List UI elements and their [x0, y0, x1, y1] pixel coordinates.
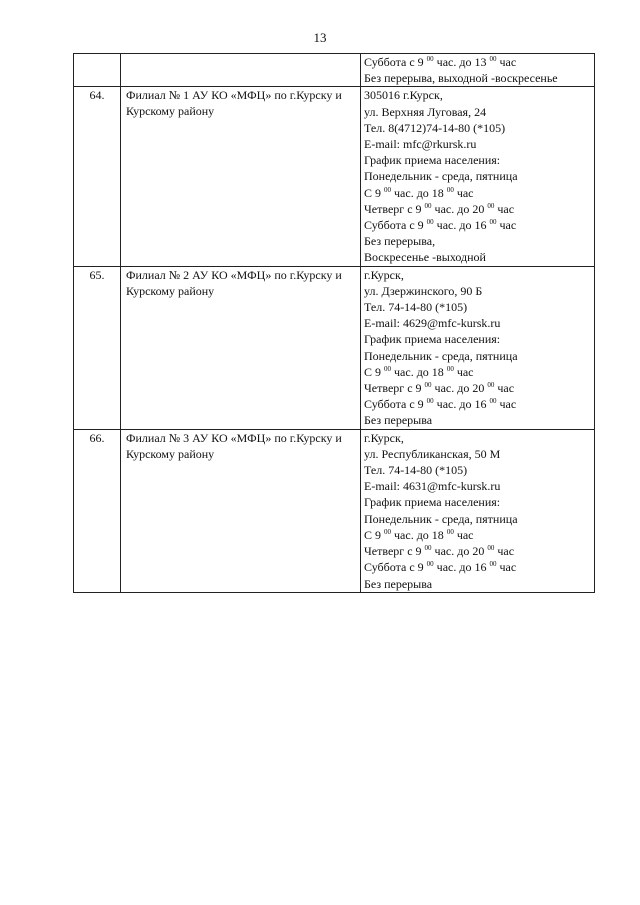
info-line: Четверг с 9 $^{00}$ час. до 20 $^{00}$ час [364, 201, 515, 216]
info-line: Без перерыва, [364, 234, 436, 249]
info-line: Понедельник - среда, пятница [364, 511, 518, 526]
table-row [74, 54, 595, 87]
page-number: 13 [313, 30, 327, 45]
info-line: Без перерыва [364, 576, 433, 591]
info-line: Суббота с 9 $^{00}$ час. до 16 $^{00}$ час [364, 560, 517, 575]
branch-name: Филиал № 3 АУ КО «МФЦ» по г.Курску и Курскому району [121, 429, 361, 592]
info-line: Тел. 74-14-80 (*105) [364, 463, 468, 478]
info-line: Четверг с 9 $^{00}$ час. до 20 $^{00}$ час [364, 381, 515, 396]
branch-contact-info [361, 266, 595, 429]
row-number [74, 54, 121, 87]
info-line: ул. Республиканская, 50 М [364, 446, 501, 461]
branch-contact-info [361, 87, 595, 266]
branch-name: Филиал № 2 АУ КО «МФЦ» по г.Курску и Курскому району [121, 266, 361, 429]
info-line: С 9 $^{00}$ час. до 18 $^{00}$ час [364, 185, 474, 200]
branch-name: Филиал № 1 АУ КО «МФЦ» по г.Курску и Курскому району [121, 87, 361, 266]
info-line: График приема населения: [364, 153, 501, 168]
info-line: Воскресенье -выходной [364, 250, 486, 265]
info-line: Без перерыва [364, 413, 433, 428]
info-line: г.Курск, [364, 430, 404, 445]
info-line: E-mail: mfc@rkursk.ru [364, 137, 477, 152]
row-number: 64. [74, 87, 121, 266]
info-line: Суббота с 9 $^{00}$ час. до 16 $^{00}$ час [364, 397, 517, 412]
branch-contact-info [361, 429, 595, 592]
info-line: С 9 $^{00}$ час. до 18 $^{00}$ час [364, 527, 474, 542]
info-line: Четверг с 9 $^{00}$ час. до 20 $^{00}$ час [364, 544, 515, 559]
info-line: ул. Дзержинского, 90 Б [364, 283, 483, 298]
info-line: г.Курск, [364, 267, 404, 282]
row-number: 65. [74, 266, 121, 429]
info-line: Суббота с 9 $^{00}$ час. до 13 $^{00}$ час [364, 55, 517, 69]
branches-table [73, 53, 595, 593]
info-line: E-mail: 4629@mfc-kursk.ru [364, 316, 501, 331]
row-number: 66. [74, 429, 121, 592]
info-line: 305016 г.Курск, [364, 88, 443, 103]
table-row [74, 87, 595, 266]
info-line: График приема населения: [364, 495, 501, 510]
table-body [74, 54, 595, 593]
table-row [74, 429, 595, 592]
info-line: Без перерыва, выходной -воскресенье [364, 71, 558, 86]
branch-name [121, 54, 361, 87]
info-line: Понедельник - среда, пятница [364, 169, 518, 184]
table-row [74, 266, 595, 429]
info-line: Тел. 74-14-80 (*105) [364, 300, 468, 315]
info-line: ул. Верхняя Луговая, 24 [364, 104, 487, 119]
info-line: Тел. 8(4712)74-14-80 (*105) [364, 120, 506, 135]
info-line: График приема населения: [364, 332, 501, 347]
info-line: Суббота с 9 $^{00}$ час. до 16 $^{00}$ час [364, 218, 517, 233]
info-line: Понедельник - среда, пятница [364, 348, 518, 363]
branch-contact-info [361, 54, 595, 87]
info-line: С 9 $^{00}$ час. до 18 $^{00}$ час [364, 364, 474, 379]
info-line: E-mail: 4631@mfc-kursk.ru [364, 479, 501, 494]
